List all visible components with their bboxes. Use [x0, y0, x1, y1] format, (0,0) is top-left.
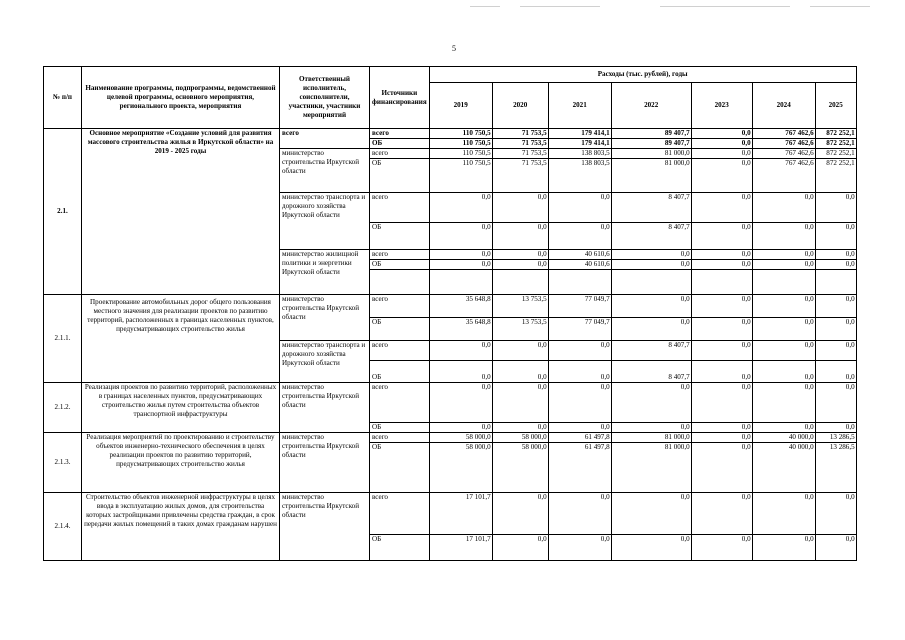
value-cell: 179 414,1 — [548, 129, 611, 139]
header-year: 2020 — [492, 83, 548, 129]
value-cell: 0,0 — [815, 493, 856, 535]
value-cell: 0,0 — [752, 383, 815, 423]
row-name: Реализация проектов по развитию территорий, расположенных в границах населенных пунктов, предусматривающих строительство жилья путем строительства объектов транспортной инфраструктуры — [82, 383, 280, 433]
row-name: Основное мероприятие «Создание условий для развития массового строительства жилья в Иркутской области» на 2019 - 2025 годы — [82, 129, 280, 295]
value-cell: 110 750,5 — [429, 159, 492, 193]
value-cell: 0,0 — [752, 341, 815, 361]
source: всего — [370, 149, 430, 159]
value-cell: 0,0 — [691, 295, 752, 318]
scan-mark — [520, 6, 600, 7]
value-cell: 0,0 — [691, 149, 752, 159]
value-cell: 0,0 — [752, 260, 815, 270]
value-cell: 0,0 — [691, 383, 752, 423]
value-cell: 0,0 — [815, 341, 856, 361]
value-cell: 0,0 — [815, 223, 856, 250]
value-cell: 179 414,1 — [548, 139, 611, 149]
page-number: 5 — [452, 44, 456, 53]
value-cell: 0,0 — [815, 193, 856, 223]
executor: министерство строительства Иркутской области — [280, 433, 370, 493]
value-cell: 0,0 — [492, 250, 548, 260]
value-cell: 0,0 — [429, 383, 492, 423]
value-cell: 0,0 — [429, 250, 492, 260]
table-row — [44, 493, 857, 535]
value-cell: 0,0 — [691, 423, 752, 433]
row-number: 2.1.3. — [44, 433, 82, 493]
source: ОБ — [370, 443, 430, 493]
value-cell: 0,0 — [548, 535, 611, 561]
value-cell: 0,0 — [548, 223, 611, 250]
source: ОБ — [370, 361, 430, 383]
source: ОБ — [370, 260, 430, 270]
header-executor: Ответственный исполнитель, соисполнители, участники, участники мероприятий — [280, 67, 370, 129]
source: всего — [370, 493, 430, 535]
value-cell: 0,0 — [611, 295, 691, 318]
source: ОБ — [370, 318, 430, 341]
value-cell: 872 252,1 — [815, 139, 856, 149]
value-cell: 0,0 — [752, 318, 815, 341]
value-cell: 0,0 — [492, 423, 548, 433]
value-cell: 8 407,7 — [611, 341, 691, 361]
executor: министерство строительства Иркутской области — [280, 295, 370, 341]
value-cell: 0,0 — [429, 361, 492, 383]
value-cell: 767 462,6 — [752, 159, 815, 193]
source: всего — [370, 129, 430, 139]
value-cell: 0,0 — [492, 535, 548, 561]
value-cell: 0,0 — [815, 423, 856, 433]
value-cell: 767 462,6 — [752, 139, 815, 149]
header-year: 2023 — [691, 83, 752, 129]
value-cell: 0,0 — [492, 361, 548, 383]
value-cell: 0,0 — [691, 129, 752, 139]
value-cell: 71 753,5 — [492, 149, 548, 159]
executor: министерство транспорта и дорожного хозяйства Иркутской области — [280, 341, 370, 383]
row-number: 2.1.4. — [44, 493, 82, 561]
value-cell: 0,0 — [752, 223, 815, 250]
value-cell: 58 000,0 — [492, 433, 548, 443]
header-source: Источники финансирования — [370, 67, 430, 129]
value-cell: 0,0 — [691, 139, 752, 149]
scan-mark — [810, 6, 870, 7]
value-cell: 0,0 — [691, 535, 752, 561]
value-cell: 872 252,1 — [815, 129, 856, 139]
value-cell: 89 407,7 — [611, 129, 691, 139]
value-cell: 0,0 — [752, 250, 815, 260]
row-number: 2.1. — [44, 129, 82, 295]
value-cell: 0,0 — [429, 260, 492, 270]
value-cell: 767 462,6 — [752, 149, 815, 159]
value-cell: 0,0 — [691, 223, 752, 250]
value-cell: 0,0 — [691, 260, 752, 270]
scan-mark — [470, 6, 500, 7]
value-cell: 77 049,7 — [548, 295, 611, 318]
source: всего — [370, 250, 430, 260]
table-row — [44, 383, 857, 423]
value-cell: 58 000,0 — [492, 443, 548, 493]
executor: всего — [280, 129, 370, 149]
value-cell: 0,0 — [815, 295, 856, 318]
value-cell: 0,0 — [548, 423, 611, 433]
value-cell: 0,0 — [548, 193, 611, 223]
value-cell: 0,0 — [492, 260, 548, 270]
value-cell: 0,0 — [752, 423, 815, 433]
value-cell: 58 000,0 — [429, 443, 492, 493]
executor: министерство строительства Иркутской области — [280, 493, 370, 561]
value-cell: 0,0 — [815, 260, 856, 270]
value-cell: 0,0 — [611, 493, 691, 535]
value-cell: 0,0 — [492, 223, 548, 250]
value-cell: 0,0 — [752, 193, 815, 223]
value-cell: 81 000,0 — [611, 149, 691, 159]
executor: министерство строительства Иркутской области — [280, 383, 370, 433]
value-cell: 0,0 — [815, 318, 856, 341]
row-name: Строительство объектов инженерной инфраструктуры в целях ввода в эксплуатацию жилых домов, для строительства которых застройщиками привлечены средства граждан, в срок передачи жилых помещений в таких домах гражданам нарушен — [82, 493, 280, 561]
header-year: 2024 — [752, 83, 815, 129]
value-cell: 61 497,8 — [548, 443, 611, 493]
value-cell: 138 803,5 — [548, 149, 611, 159]
value-cell: 40 000,0 — [752, 433, 815, 443]
source: всего — [370, 295, 430, 318]
value-cell: 0,0 — [691, 318, 752, 341]
value-cell: 0,0 — [611, 260, 691, 270]
source: ОБ — [370, 223, 430, 250]
executor: министерство транспорта и дорожного хозяйства Иркутской области — [280, 193, 370, 250]
value-cell: 0,0 — [492, 193, 548, 223]
value-cell: 0,0 — [492, 493, 548, 535]
table-row — [44, 433, 857, 443]
value-cell: 71 753,5 — [492, 129, 548, 139]
value-cell: 0,0 — [815, 361, 856, 383]
source: ОБ — [370, 423, 430, 433]
row-name: Проектирование автомобильных дорог общего пользования местного значения для реализации проектов по развитию территорий, расположенных в границах населенных пунктов, предусматривающих строительство жилья — [82, 295, 280, 383]
value-cell: 40 610,6 — [548, 260, 611, 270]
expenses-table — [43, 66, 857, 561]
value-cell: 0,0 — [752, 361, 815, 383]
value-cell: 35 648,8 — [429, 295, 492, 318]
value-cell: 0,0 — [691, 159, 752, 193]
value-cell: 0,0 — [691, 433, 752, 443]
value-cell: 8 407,7 — [611, 193, 691, 223]
value-cell: 0,0 — [492, 341, 548, 361]
value-cell: 0,0 — [429, 193, 492, 223]
value-cell: 13 753,5 — [492, 295, 548, 318]
header-year: 2019 — [429, 83, 492, 129]
source: всего — [370, 341, 430, 361]
value-cell: 0,0 — [611, 535, 691, 561]
value-cell: 0,0 — [611, 383, 691, 423]
header-expenses: Расходы (тыс. рублей), годы — [429, 67, 856, 83]
value-cell: 13 286,5 — [815, 443, 856, 493]
scan-mark — [660, 6, 790, 7]
value-cell: 0,0 — [548, 361, 611, 383]
value-cell: 0,0 — [429, 341, 492, 361]
value-cell: 81 000,0 — [611, 159, 691, 193]
value-cell: 872 252,1 — [815, 159, 856, 193]
value-cell: 0,0 — [815, 250, 856, 260]
value-cell: 110 750,5 — [429, 139, 492, 149]
source: ОБ — [370, 139, 430, 149]
header-name: Наименование программы, подпрограммы, ведомственной целевой программы, основного мероприятия, регионального проекта, мероприятия — [82, 67, 280, 129]
value-cell: 81 000,0 — [611, 433, 691, 443]
value-cell: 17 101,7 — [429, 493, 492, 535]
value-cell: 0,0 — [611, 318, 691, 341]
value-cell: 81 000,0 — [611, 443, 691, 493]
value-cell: 71 753,5 — [492, 139, 548, 149]
value-cell: 0,0 — [815, 383, 856, 423]
value-cell: 0,0 — [691, 193, 752, 223]
executor: министерство строительства Иркутской области — [280, 149, 370, 193]
value-cell: 8 407,7 — [611, 223, 691, 250]
header-year: 2025 — [815, 83, 856, 129]
value-cell: 0,0 — [611, 423, 691, 433]
source: всего — [370, 433, 430, 443]
value-cell: 767 462,6 — [752, 129, 815, 139]
source: ОБ — [370, 159, 430, 193]
value-cell: 40 610,6 — [548, 250, 611, 260]
value-cell: 138 803,5 — [548, 159, 611, 193]
value-cell: 0,0 — [429, 423, 492, 433]
value-cell: 8 407,7 — [611, 361, 691, 383]
value-cell: 0,0 — [752, 535, 815, 561]
value-cell: 0,0 — [752, 295, 815, 318]
value-cell: 110 750,5 — [429, 129, 492, 139]
value-cell: 0,0 — [548, 493, 611, 535]
row-number: 2.1.2. — [44, 383, 82, 433]
value-cell: 0,0 — [691, 361, 752, 383]
executor: министерство жилищной политики и энергетики Иркутской области — [280, 250, 370, 295]
row-number: 2.1.1. — [44, 295, 82, 383]
value-cell: 0,0 — [691, 341, 752, 361]
value-cell: 0,0 — [492, 383, 548, 423]
value-cell: 0,0 — [691, 493, 752, 535]
value-cell: 58 000,0 — [429, 433, 492, 443]
value-cell: 77 049,7 — [548, 318, 611, 341]
table-row — [44, 295, 857, 318]
value-cell: 0,0 — [429, 223, 492, 250]
value-cell: 61 497,8 — [548, 433, 611, 443]
header-year: 2022 — [611, 83, 691, 129]
value-cell: 40 000,0 — [752, 443, 815, 493]
value-cell: 0,0 — [548, 341, 611, 361]
value-cell: 0,0 — [611, 250, 691, 260]
value-cell: 0,0 — [691, 443, 752, 493]
value-cell: 13 286,5 — [815, 433, 856, 443]
value-cell: 872 252,1 — [815, 149, 856, 159]
value-cell: 0,0 — [752, 493, 815, 535]
value-cell: 13 753,5 — [492, 318, 548, 341]
value-cell: 35 648,8 — [429, 318, 492, 341]
source: всего — [370, 383, 430, 423]
source: всего — [370, 193, 430, 223]
value-cell: 71 753,5 — [492, 159, 548, 193]
header-year: 2021 — [548, 83, 611, 129]
value-cell: 0,0 — [548, 383, 611, 423]
value-cell: 0,0 — [691, 250, 752, 260]
header-num: № п/п — [44, 67, 82, 129]
table-row — [44, 129, 857, 139]
value-cell: 0,0 — [815, 535, 856, 561]
row-name: Реализация мероприятий по проектированию и строительству объектов инженерно-технического обеспечения в целях реализации проектов по развитию территорий, предусматривающих строительство жилья — [82, 433, 280, 493]
value-cell: 89 407,7 — [611, 139, 691, 149]
source: ОБ — [370, 535, 430, 561]
value-cell: 110 750,5 — [429, 149, 492, 159]
value-cell: 17 101,7 — [429, 535, 492, 561]
